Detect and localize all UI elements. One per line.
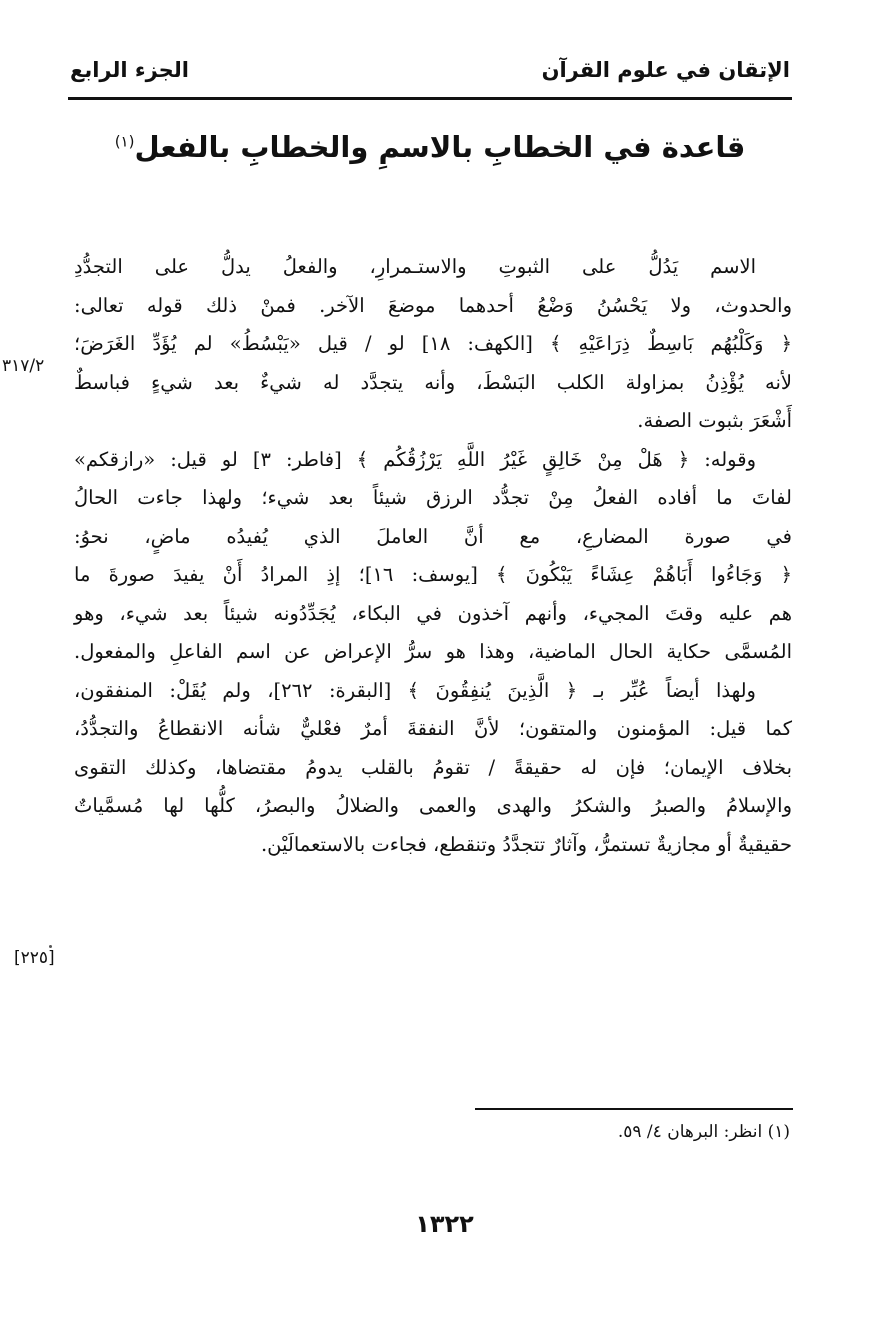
page-number: ١٣٢٢ xyxy=(415,1210,474,1238)
footnote-rule xyxy=(475,1108,793,1110)
margin-manuscript-reference: [٢٢٥] xyxy=(14,948,55,968)
title-footnote-marker: (١) xyxy=(114,132,135,151)
volume-label: الجزء الرابع xyxy=(70,58,189,82)
chapter-title xyxy=(60,130,800,164)
chapter-title-text: قاعدة في الخطابِ بالاسمِ والخطابِ بالفعل xyxy=(134,130,746,164)
text-line: هم عليه وقتَ المجيء، وأنهم آخذون في البكاء، يُجَدِّدُونه شيئاً بعد شيء، وهو xyxy=(74,601,792,625)
footnote: (١) انظر: البرهان ٤/ ٥٩. xyxy=(617,1122,790,1142)
text-line: والحدوث، ولا يَحْسُنُ وَضْعُ أحدهما موضعَ الآخر. فمنْ ذلك قوله تعالى: xyxy=(74,293,792,317)
text-line: بخلاف الإيمان؛ فإن له حقيقةً / تقومُ بالقلب يدومُ مقتضاها، وكذلك التقوى xyxy=(74,755,792,779)
text-line: ﴿ وَجَاءُوا أَبَاهُمْ عِشَاءً يَبْكُونَ ﴾ [يوسف: ١٦]؛ إذِ المرادُ أَنْ يفيدَ صورةَ ما xyxy=(74,563,792,586)
text-line: لأنه يُؤْذِنُ بمزاولة الكلب البَسْطَ، وأنه يتجدَّد له شيءٌ بعد شيءٍ فباسطٌ xyxy=(74,370,792,394)
text-line: في صورة المضارعِ، مع أنَّ العاملَ الذي يُفيدُه ماضٍ، نحوُ: xyxy=(74,524,792,548)
margin-page-reference: ٣١٧/٢ xyxy=(2,356,45,376)
text-line: كما قيل: المؤمنون والمتقون؛ لأنَّ النفقةَ أمرٌ فعْليٌّ شأنه الانقطاعُ والتجدُّدُ، xyxy=(74,717,792,740)
text-line: لفاتَ ما أفاده الفعلُ مِنْ تجدُّد الرزق شيئاً بعد شيء؛ ولهذا جاءت الحالُ xyxy=(74,486,792,509)
body-text xyxy=(74,248,792,864)
text-line: وقوله: ﴿ هَلْ مِنْ خَالِقٍ غَيْرُ اللَّهِ يَرْزُقُكُم ﴾ [فاطر: ٣] لو قيل: «رازقكم» xyxy=(74,447,756,471)
book-title: الإتقان في علوم القرآن xyxy=(541,58,790,82)
running-head xyxy=(70,58,790,82)
text-line: المُسمَّى حكاية الحال الماضية، وهذا هو سرُّ الإعراض عن اسم الفاعلِ والمفعول. xyxy=(74,640,792,663)
margin-dot xyxy=(49,945,52,948)
text-line: أَشْعَرَ بثبوت الصفة. xyxy=(637,409,792,432)
text-line: ﴿ وَكَلْبُهُم بَاسِطٌ ذِرَاعَيْهِ ﴾ [الكهف: ١٨] لو / قيل «يَبْسُطُ» لم يُؤَدِّ الغَرَضَ؛ xyxy=(74,332,792,355)
text-line: حقيقيةٌ أو مجازيةٌ تستمرُّ، وآثارٌ تتجدَّدُ وتنقطع، فجاءت بالاستعمالَيْن. xyxy=(260,832,792,856)
text-line: الاسم يَدُلُّ على الثبوتِ والاستـمرارِ، والفعلُ يدلُّ على التجدُّدِ xyxy=(74,255,756,278)
text-line: والإسلامُ والصبرُ والشكرُ والهدى والعمى والضلالُ والبصرُ، كلُّها لها مُسمَّياتٌ xyxy=(74,794,792,817)
header-rule xyxy=(68,97,792,100)
text-line: ولهذا أيضاً عُبِّر بـ ﴿ الَّذِينَ يُنفِقُونَ ﴾ [البقرة: ٢٦٢]، ولم يُقَلْ: المنفقون، xyxy=(74,678,756,702)
